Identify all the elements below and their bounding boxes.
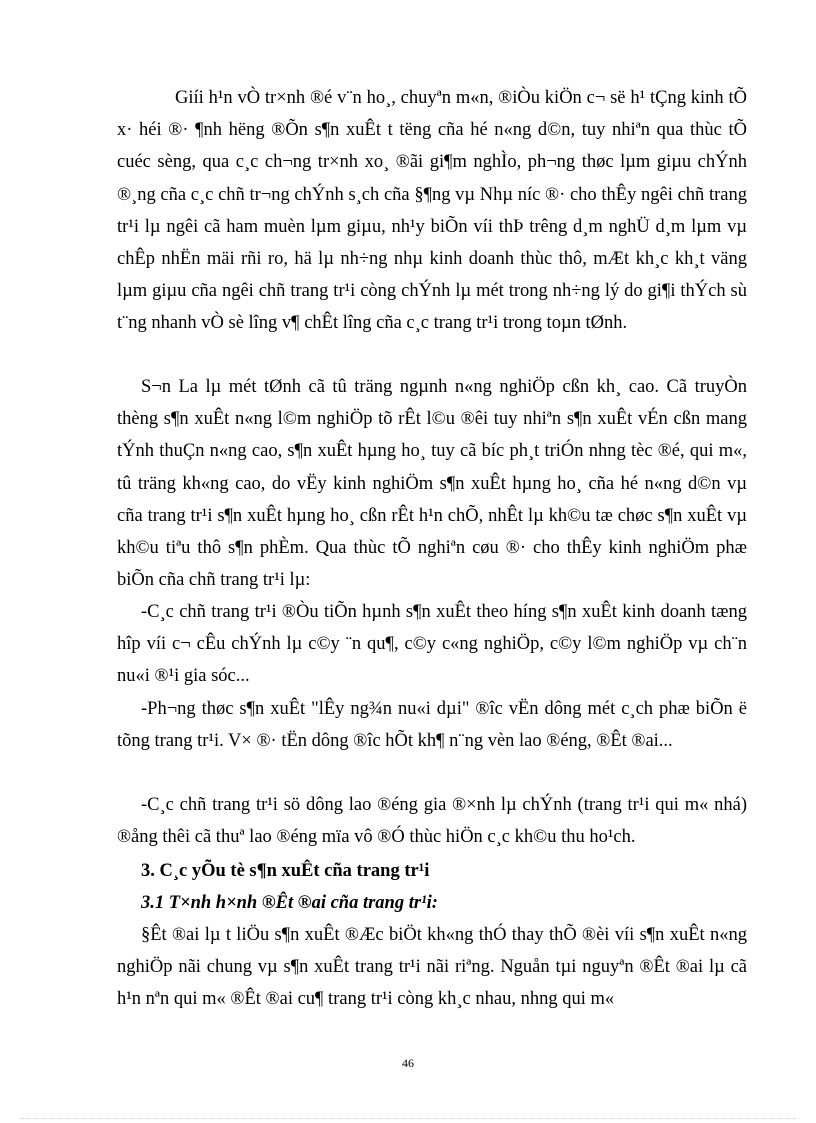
paragraph-4: -Ph¬ng thøc s¶n xuÊt "lÊy ng¾n nu«i dµi" ®îc vËn dông mét c¸ch phæ biÕn ë tõng trang tr¹i. V× ®· tËn dông ®îc hÕt kh¶ n¨ng vèn lao ®éng, ®Êt ®ai... — [117, 699, 747, 752]
footer-divider — [20, 1118, 796, 1119]
section-heading: 3. C¸c yÕu tè s¶n xuÊt cña trang tr¹i — [141, 861, 430, 881]
page-number: 46 — [402, 1056, 414, 1070]
paragraph-2: S¬n La lµ mét tØnh cã tû träng ngµnh n«ng nghiÖp cßn kh¸ cao. Cã truyÒn thèng s¶n xuÊt n«ng l©m nghiÖp tõ rÊt l©u ®êi tuy nhiªn s¶n xuÊt vÉn cßn mang tÝnh thuÇn n«ng cao, s¶n xuÊt hµng ho¸ tuy cã bíc ph¸t triÓn nhng tèc ®é, qui m«, tû träng kh«ng cao, do vËy kinh nghiÖm s¶n xuÊt hµng ho¸ cña hé n«ng d©n vµ cña trang tr¹i s¶n xuÊt hµng ho¸ cßn rÊt h¹n chÕ, nhÊt lµ kh©u tæ chøc s¶n xuÊt vµ kh©u tiªu thô s¶n phÈm. Qua thùc tÕ nghiªn cøu ®· cho thÊy kinh nghiÖm phæ biÕn cña chñ trang tr¹i lµ: — [117, 377, 747, 591]
paragraph-5: -C¸c chñ trang tr¹i sö dông lao ®éng gia ®×nh lµ chÝnh (trang tr¹i qui m« nhá) ®ång thêi cã thuª lao ®éng mïa vô ®Ó thùc hiÖn c¸c kh©u thu ho¹ch. — [117, 795, 747, 848]
paragraph-3: -C¸c chñ trang tr¹i ®Òu tiÕn hµnh s¶n xuÊt theo híng s¶n xuÊt kinh doanh tæng hîp víi c¬ cÊu chÝnh lµ c©y ¨n qu¶, c©y c«ng nghiÖp, c©y l©m nghiÖp vµ ch¨n nu«i ®¹i gia sóc... — [117, 602, 747, 687]
paragraph-1: Giíi h¹n vÒ tr×nh ®é v¨n ho¸, chuyªn m«n, ®iÒu kiÖn c¬ së h¹ tÇng kinh tÕ x· héi ®· ¶nh hëng ®Õn s¶n xuÊt t tëng cña hé n«ng d©n, tuy nhiªn qua thùc tÕ cuéc sèng, qua c¸c ch¬ng tr×nh xo¸ ®ãi gi¶m nghÌo, ph¬ng thøc lµm giµu chÝnh ®¸ng cña c¸c chñ tr¬ng chÝnh s¸ch cña §¶ng vµ Nhµ níc ®· cho thÊy ngêi chñ trang tr¹i lµ ngêi cã ham muèn lµm giµu, nh¹y biÕn víi thÞ trêng d¸m nghÜ d¸m lµm vµ chÊp nhËn mäi rñi ro, hä lµ nh÷ng nhµ kinh doanh thùc thô, mÆt kh¸c kh¸t väng lµm giµu cña ngêi chñ trang tr¹i còng chÝnh lµ mét trong nh÷ng lý do gi¶i thÝch sù t¨ng nhanh vÒ sè lîng v¶ chÊt lîng cña c¸c trang tr¹i trong toµn tØnh. — [117, 88, 747, 334]
subsection-heading: 3.1 T×nh h×nh ®Êt ®ai cña trang tr¹i: — [141, 893, 438, 913]
paragraph-6: §Êt ®ai lµ t liÖu s¶n xuÊt ®Æc biÖt kh«ng thÓ thay thÕ ®èi víi s¶n xuÊt n«ng nghiÖp nãi chung vµ s¶n xuÊt trang tr¹i nãi riªng. Nguån tµi nguyªn ®Êt ®ai lµ cã h¹n nªn qui m« ®Êt ®ai cu¶ trang tr¹i còng kh¸c nhau, nhng qui m« — [117, 925, 747, 1010]
